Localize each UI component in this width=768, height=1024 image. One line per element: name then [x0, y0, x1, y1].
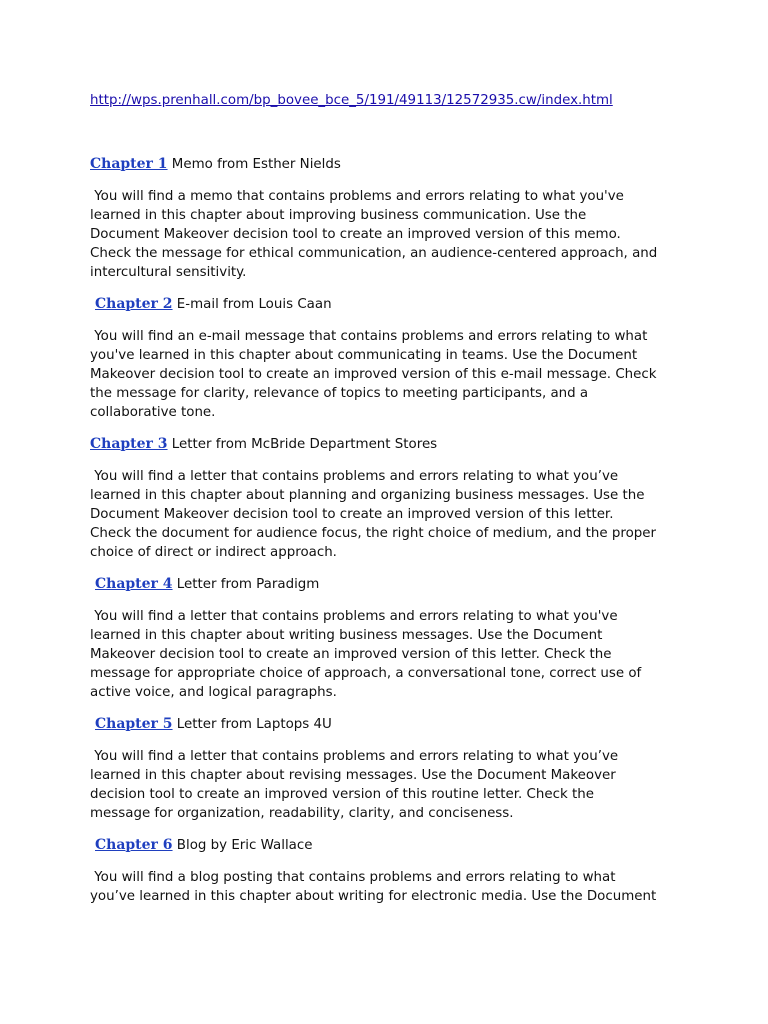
- chapter-4-heading: [95, 575, 319, 594]
- chapter-2-heading: [95, 295, 332, 314]
- chapter-6-heading: [95, 836, 312, 855]
- chapter-2-description: You will find an e-mail message that contains problems and errors relating to what you've learned in this chapter about communicating in teams. Use the Document Makeover decision tool to create an improved version of this e-mail message. Check the message for clarity, relevance of topics to meeting participants, and a collaborative tone.: [90, 329, 657, 421]
- chapter-1-title: Memo from Esther Nields: [167, 157, 341, 172]
- chapter-2-link[interactable]: Chapter 2: [95, 296, 173, 312]
- chapter-4-link[interactable]: Chapter 4: [95, 576, 173, 592]
- chapter-3-link[interactable]: Chapter 3: [90, 436, 168, 452]
- chapter-2-title: E-mail from Louis Caan: [172, 297, 332, 312]
- chapter-4-title: Letter from Paradigm: [172, 577, 320, 592]
- chapter-1-description: You will find a memo that contains problems and errors relating to what you've learned in this chapter about improving business communication. Use the Document Makeover decision tool to create an improved version of this memo. Check the message for ethical communication, an audience-centered approach, and intercultural sensitivity.: [90, 189, 658, 281]
- chapter-3-title: Letter from McBride Department Stores: [167, 437, 438, 452]
- chapter-5-title: Letter from Laptops 4U: [172, 717, 332, 732]
- chapter-1-heading: [90, 155, 341, 174]
- chapter-6-description: You will find a blog posting that contains problems and errors relating to what you’ve learned in this chapter about writing for electronic media. Use the Document: [90, 870, 657, 905]
- chapter-5-link[interactable]: Chapter 5: [95, 716, 173, 732]
- chapter-1-link[interactable]: Chapter 1: [90, 156, 168, 172]
- chapter-4-description: You will find a letter that contains problems and errors relating to what you've learned in this chapter about writing business messages. Use the Document Makeover decision tool to create an improved version of this letter. Check the message for appropriate choice of approach, a conversational tone, correct use of active voice, and logical paragraphs.: [90, 609, 642, 701]
- source-url-link[interactable]: http://wps.prenhall.com/bp_bovee_bce_5/191/49113/12572935.cw/index.html: [90, 93, 613, 108]
- chapter-3-description: You will find a letter that contains problems and errors relating to what you’ve learned in this chapter about planning and organizing business messages. Use the Document Makeover decision tool to create an improved version of this letter. Check the document for audience focus, the right choice of medium, and the proper choice of direct or indirect approach.: [90, 469, 657, 561]
- chapter-3-heading: [90, 435, 437, 454]
- chapter-6-title: Blog by Eric Wallace: [172, 838, 313, 853]
- chapter-5-description: You will find a letter that contains problems and errors relating to what you’ve learned in this chapter about revising messages. Use the Document Makeover decision tool to create an improved version of this routine letter. Check the message for organization, readability, clarity, and conciseness.: [90, 749, 619, 822]
- chapter-5-heading: [95, 715, 332, 734]
- chapter-6-link[interactable]: Chapter 6: [95, 837, 173, 853]
